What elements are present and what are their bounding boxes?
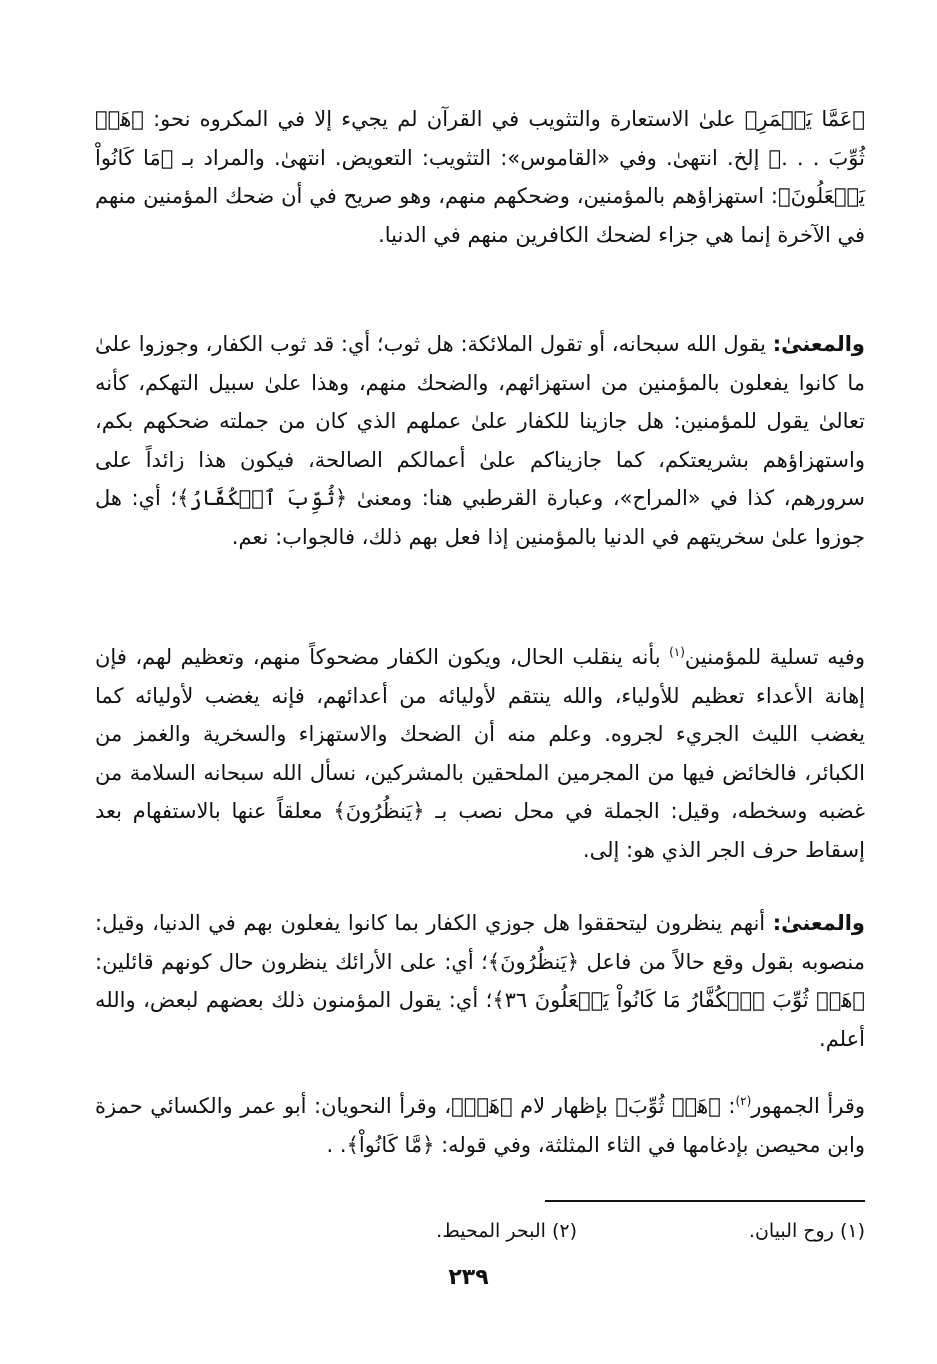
body-text: : استهزاؤهم بالمؤمنين، وضحكهم منهم، وهو صريح في أن ضحك المؤمنين منهم في الآخرة إنما هي جزاء لضحك الكافرين منهم في الدنيا. xyxy=(95,184,865,247)
footnote-1 xyxy=(749,1214,865,1248)
body-text: ؛ أي: على الأرائك ينظرون حال كونهم قائلين: xyxy=(95,949,488,974)
body-text: أنهم ينظرون ليتحققوا هل جوزي الكفار بما كانوا يفعلون بهم في الدنيا، وقيل: منصوبه بقول وقع حالاً من فاعل xyxy=(95,911,865,974)
body-text: بإظهار لام xyxy=(512,1094,616,1118)
body-text: بأنه ينقلب الحال، ويكون الكفار مضحوكاً منهم، وتعظيم لهم، فإن إهانة الأعداء تعظيم للأولياء، والله ينتقم لأوليائه من أعدائهم، فإنه يغضب لأوليائه كما يغضب الليث الجريء لجروه. وعلم منه أن الضحك والاستهزاء والسخرية والغمز من الكبائر، فالخائض فيها من المجرمين الملحقين بالمشركين، نسأل الله سبحانه السلامة من غضبه وسخطه، وقيل: الجملة في محل نصب بـ xyxy=(95,645,865,824)
footnote-marker: (١) xyxy=(669,645,685,659)
body-text: يقول الله سبحانه، أو تقول الملائكة: هل ثوب؛ أي: قد ثوب الكفار، وجوزوا علىٰ ما كانوا يفعلون بالمؤمنين من استهزائهم، والضحك منهم، وهذا علىٰ سبيل التهكم، كأنه تعالىٰ يقول للمؤمنين: هل جازينا للكفار علىٰ عملهم الذي كان من جملته ضحكهم بكم، واستهزاؤهم بشريعتكم، كما جازيناكم علىٰ أعمالكم الصالحة، فيكون هذا زائداً على سرورهم، كذا في «المراح»، وعبارة القرطبي هنا: ومعنىٰ xyxy=(95,332,866,511)
footnote-number: (١) xyxy=(839,1220,865,1242)
page-number: ٢٣٩ xyxy=(448,1265,489,1290)
footnote-text: البحر المحيط. xyxy=(436,1220,546,1242)
body-text: ؛ أي: هل جوزوا علىٰ سخريتهم في الدنيا بالمؤمنين إذا فعل بهم ذلك، فالجواب: نعم. xyxy=(95,486,865,549)
paragraph-1 xyxy=(95,100,865,254)
body-text: وفيه تسلية للمؤمنين xyxy=(684,645,865,669)
lead-word: والمعنىٰ: xyxy=(772,332,865,356)
body-text: علىٰ الاستعارة والتثويب في القرآن لم يجيء إلا في المكروه نحو: xyxy=(143,107,745,131)
quran-quote: ﴿يَنظُرُونَ﴾ xyxy=(333,799,425,824)
quran-quote: ﴿مَّا كَانُواْ﴾ xyxy=(346,1132,435,1157)
quran-quote: ﴿ثُوِّبَ ٱلۡكُفَّارُ﴾ xyxy=(177,486,348,511)
footnotes xyxy=(95,1214,865,1248)
paragraph-3 xyxy=(95,638,865,870)
footnote-divider xyxy=(545,1200,865,1202)
footnote-2 xyxy=(436,1214,577,1248)
quran-quote: ﴿عَمَّا يَعۡمَرِ﴾ xyxy=(744,107,865,131)
body-text: ، وقرأ النحويان: أبو عمر والكسائي حمزة وابن محيصن بإدغامها في الثاء المثلثة، وفي قوله: xyxy=(95,1094,865,1157)
quran-quote: ﴿يَنظُرُونَ﴾ xyxy=(487,949,579,974)
body-text: . . xyxy=(326,1132,347,1157)
body-text: وقرأ الجمهور xyxy=(751,1094,866,1118)
quran-quote: ﴿هَلۡ ثُوِّبَ ٱلۡكُفَّارُ مَا كَانُواْ يَفۡعَلُونَ ٣٦﴾ xyxy=(492,988,865,1013)
body-text: : xyxy=(720,1094,736,1118)
quran-quote: ﴿مَا كَانُواْ يَفۡعَلُونَ﴾ xyxy=(95,145,865,209)
body-text: إلخ. انتهىٰ. وفي «القاموس»: التثويب: التعويض. انتهىٰ. والمراد بـ xyxy=(173,145,769,170)
paragraph-5 xyxy=(95,1087,865,1164)
body-text: ؛ أي: يقول المؤمنون ذلك بعضهم لبعض، والله أعلم. xyxy=(95,988,865,1051)
paragraph-2 xyxy=(95,325,865,557)
footnote-number: (٢) xyxy=(551,1220,577,1242)
quran-quote: ﴿هَلۡ ثُوِّبَ﴾ xyxy=(615,1094,721,1118)
footnote-text: روح البيان. xyxy=(748,1220,834,1242)
lead-word: والمعنىٰ: xyxy=(772,911,865,935)
paragraph-4 xyxy=(95,904,865,1058)
quran-quote: ﴿هَلۡ ثُوِّبَ . . .﴾ xyxy=(95,107,865,170)
body-text: معلقاً عنها بالاستفهام بعد إسقاط حرف الجر الذي هو: إلى. xyxy=(95,799,865,862)
quran-quote: ﴿هَلۡ﴾ xyxy=(451,1094,513,1118)
footnote-marker: (٢) xyxy=(735,1094,752,1108)
